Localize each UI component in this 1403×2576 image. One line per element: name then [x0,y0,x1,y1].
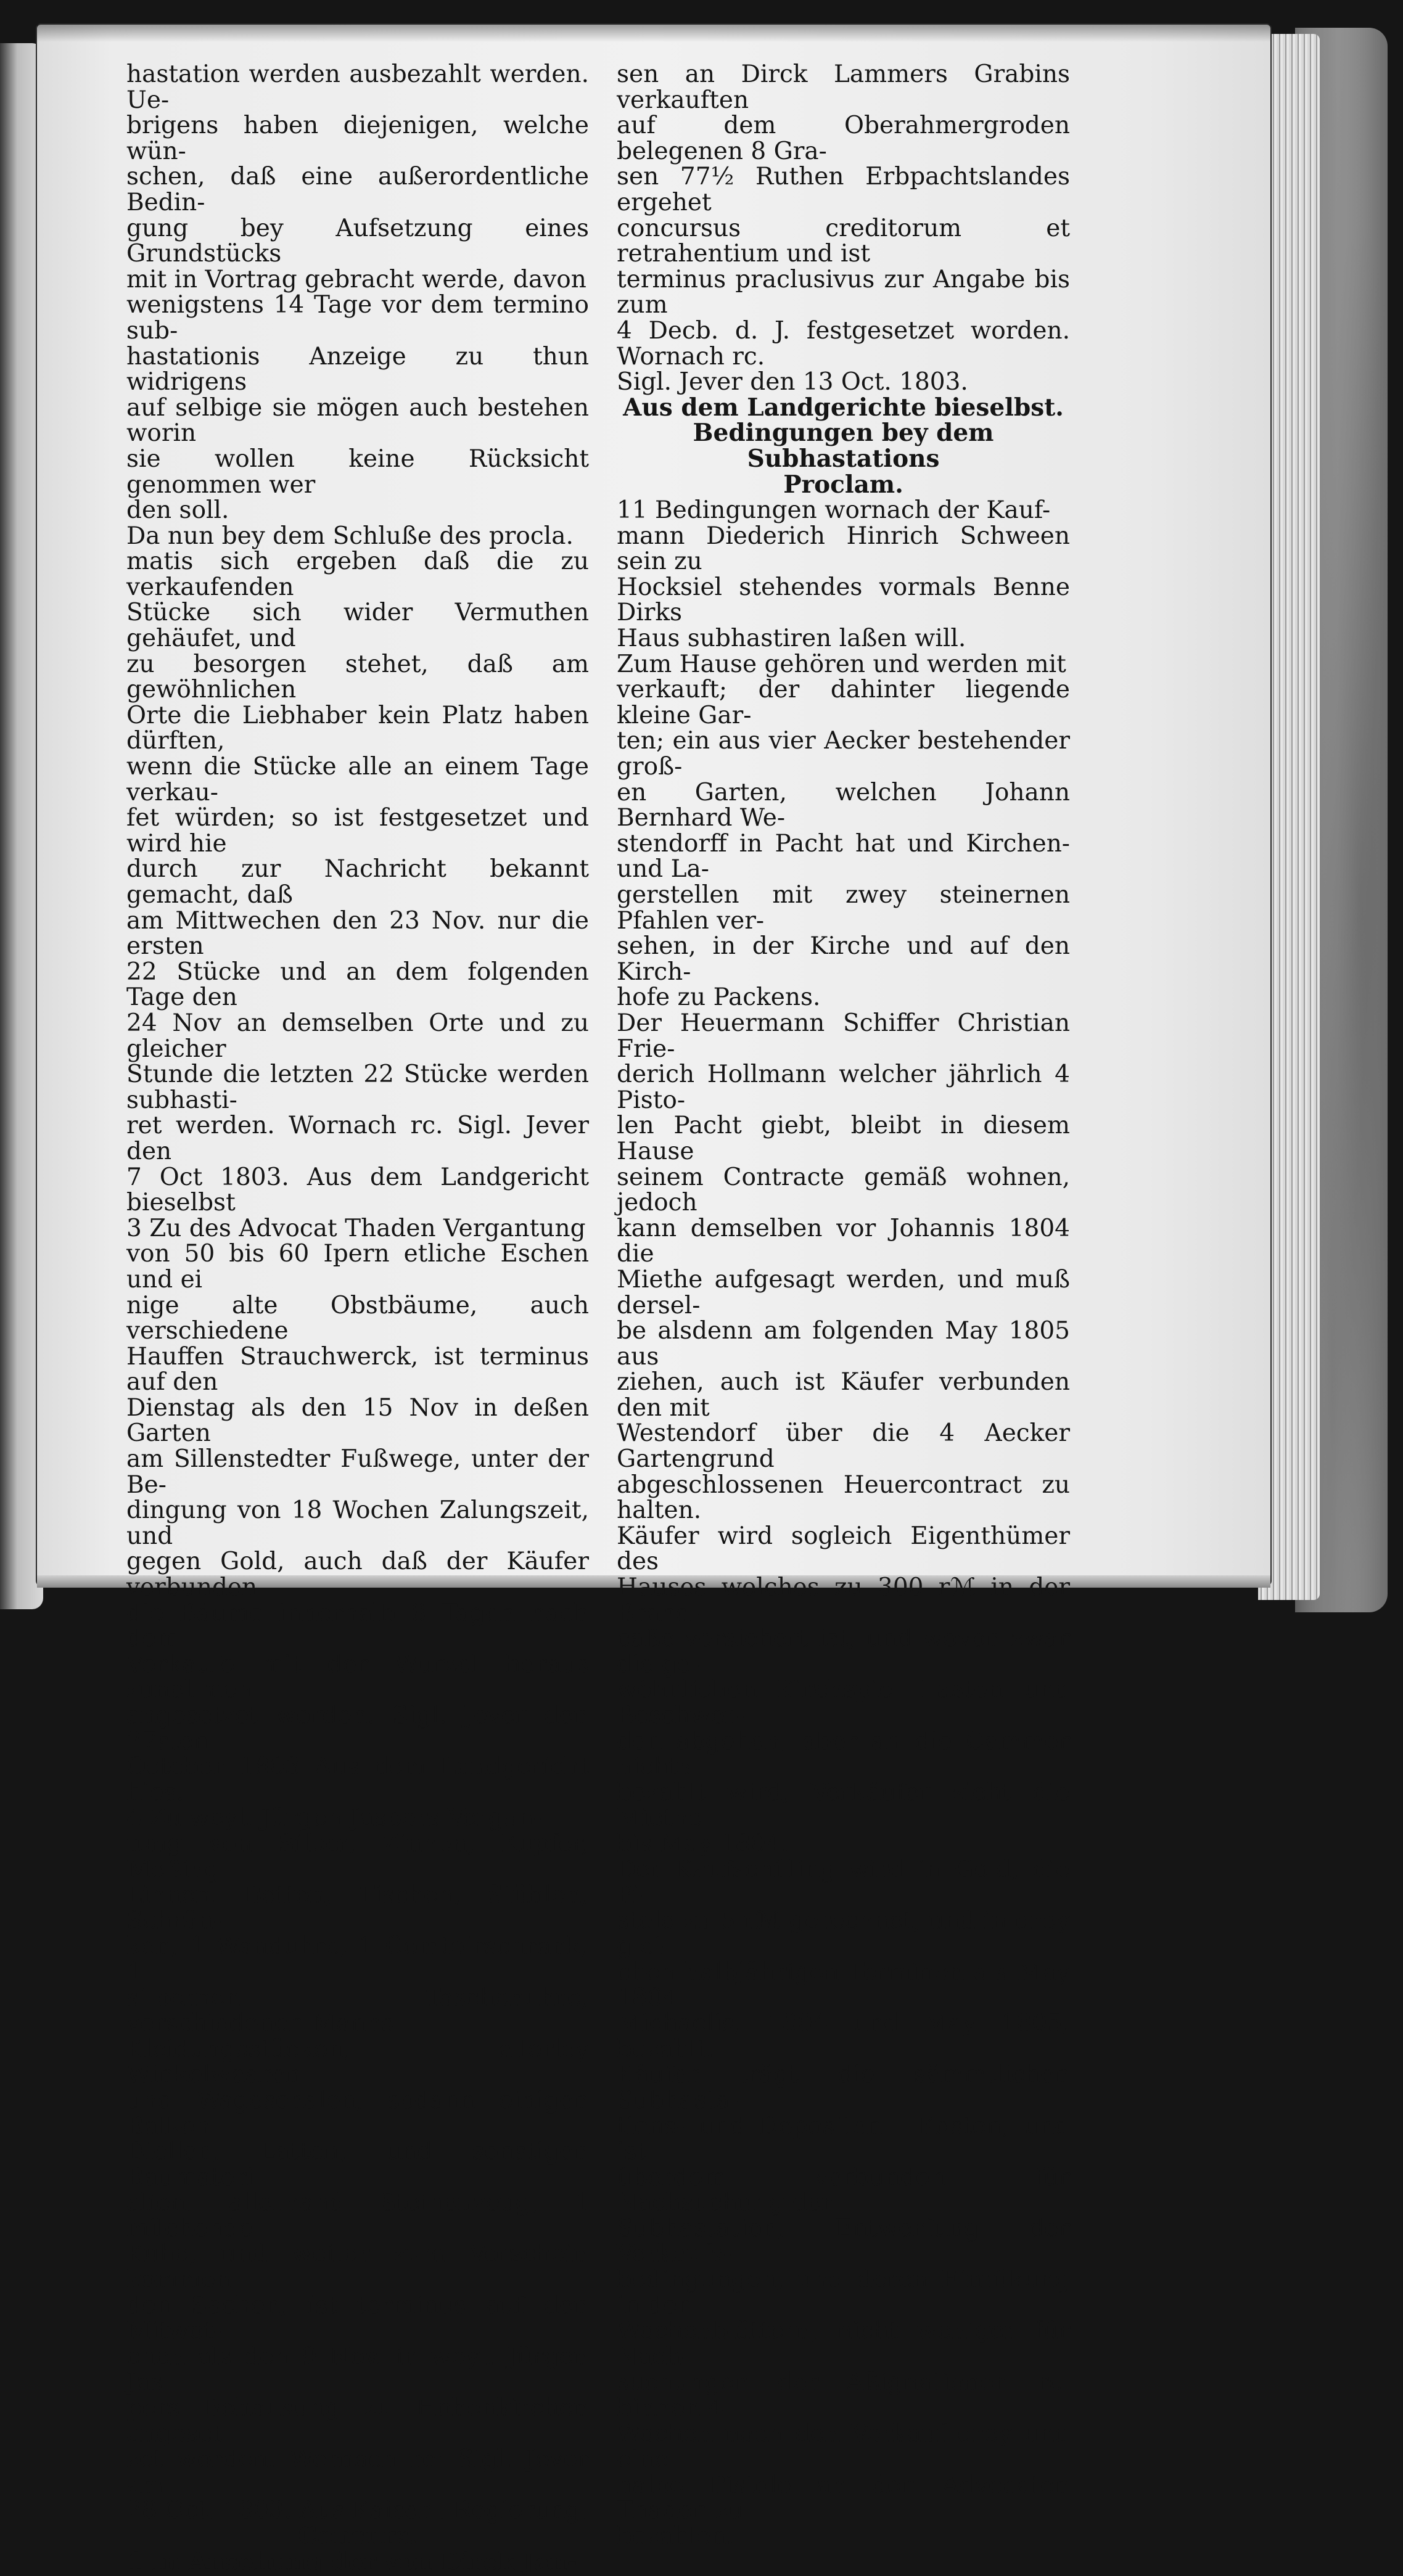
text-paragraph: Der Heuermann Schiffer Christian Frie- derich Hollmann welcher jährlich 4 Pisto- len Pacht giebt, bleibt in diesem Hause seinem Contracte gemäß wohnen, jedoch kann demselben vor Johannis 1804 die Miethe aufgesagt werden, und muß dersel- be alsdenn am folgenden May 1805 aus ziehen, auch ist Käufer verbunden den mit Westendorf über die 4 Aecker Gartengrund abgeschlossenen Heuercontract zu halten. [617,1009,1070,1525]
text-paragraph: hastation werden ausbezahlt werden. Ue- brigens haben diejenigen, welche wün- schen, daß eine außerordentliche Bedin- gung bey Aufsetzung eines Grundstücks mit in Vortrag gebracht werde, davon wenigstens 14 Tage vor dem termino sub- hastationis Anzeige zu thun widrigens auf selbige sie mögen auch bestehen worin sie wollen keine Rücksicht genommen wer den soll. [126,60,589,525]
text-paragraph: Käufer wird sogleich Eigenthümer des Hauses welches zu 300 rℳ in der Brand- caße versichert ist, und wovon zwar die ge- wöhnlichen Kirchspiel Lasten und Beschwer- den abgehen, aber an die Cammer nichts bezahlt wird, Verkäufer zieht die Miethe bis May 1804. [617,1522,1070,1858]
text-paragraph: Der Kaufschilling wird in Gold, die Pi- stole zu 5 rℳ gerechnet, und in drey glei- chen halbjährigen Terminen als May 1804 Michaelis, 1804 und May 1805, bezahlt. [617,1855,1070,2063]
text-paragraph: 1 In Ansehung der von Dirck Jan- [126,2547,577,2576]
right-text-column [617,62,1070,2549]
section-heading: Concurs. [298,2522,418,2550]
section-heading: Aus dem Landgerichte bieselbst. [623,393,1064,422]
paper-top-shadow [37,25,1270,42]
left-text-column [126,62,589,2575]
section-heading: Bedingungen bey dem Subhastations Proclam. [693,419,994,499]
text-paragraph: 11 Bedingungen wornach der Kauf- mann Diederich Hinrich Schween sein zu Hocksiel stehendes vormals Benne Dirks Haus subhastiren laßen will. [617,496,1070,653]
text-paragraph: sen an Dirck Lammers Grabins verkauften auf dem Oberahmergroden belegenen 8 Gra- sen 77½ Ruthen Erbpachtslandes ergehet concursus creditorum et retrahentium und ist terminus praclusivus zur Angabe bis zum 4 Decb. d. J. festgesetzet worden. Wornach rc. Sigl. Jever den 13 Oct. 1803. [617,60,1070,396]
text-paragraph: 4 Zu weyl. Jürgen Jaspers Vergan- tung von Silber, Zinnen, Kupfer, Meßing Linnen, Betten, Tischen, Stühlen, Schrän- ken, 1 Wanduhre, 1 Comtoirschrank, 1 silbernen Taschenuhre, verschiedenen Manns Kleidungsstücken, allerley Winkelwaaren und Wageschalen, sodann einigen Balken Diellen, Latten, und sonstigen Baumateri- alien, allerhand Steinenzeug, 1 milchende Kuhe, und weiter zum Vorschein kommen den Sachen, ist terminus auf den Mitwot- chen als den 9 Nov. in weyl. Jürgen Jas- pers Behausung zu Hohenkirchen angeset- zet worden. Wornach rc: Sigl. Jever am 28 Oct. 1803. Aus Kaiserl. Regierung. [126,1804,589,2525]
text-paragraph: Käufer trägt die sämmtlichen Subhasta- tions- und Depositen - Kosten, und ist überdem verbunden für Nachsuchung der Subhastation, Entwerfung der Verkaufs- bedingungen, und deren Einrükung in den Wochenblättern, nicht weniger für Nach- suchungen der Aßignationen rc. binnen 4 Wochen nach den Verkauf drey und eine halbe Pistole an den Advocaten Thaden zu bezahlen. [617,2061,1070,2550]
text-paragraph: 3 Zu des Advocat Thaden Vergantung von 50 bis 60 Ipern etliche Eschen und ei nige alte Obstbäume, auch verschiedene Hauffen Strauchwerck, ist terminus auf den Dienstag als den 15 Nov in deßen Garten am Sillenstedter Fußwege, unter der Be- dingung von 18 Wochen Zalungszeit, und gegen Gold, auch daß der Käufer verbunden die Bäume innerhalb 8 Tagen nach dem Verkaufe mit der Wurzel heraus zunehmen angesetzet worden. Sigl. Jever den 27sten October 1803 Aus dem Landgericht hies. [126,1214,589,1807]
text-paragraph: Zum Hause gehören und werden mit verkauft; der dahinter liegende kleine Gar- ten; ein aus vier Aecker bestehender groß- en Garten, welchen Johann Bernhard We- stendorff in Pacht hat und Kirchen- und La- gerstellen mit zwey steinernen Pfahlen ver- sehen, in der Kirche und auf den Kirch- hofe zu Packens. [617,650,1070,1012]
text-paragraph: Da nun bey dem Schluße des procla. matis sich ergeben daß die zu verkaufenden Stücke sich wider Vermuthen gehäufet, und zu besorgen stehet, daß am gewöhnlichen Orte die Liebhaber kein Platz haben dürften, wenn die Stücke alle an einem Tage verkau- fet würden; so ist festgesetzet und wird hie durch zur Nachricht bekannt gemacht, daß am Mittwechen den 23 Nov. nur die ersten 22 Stücke und an dem folgenden Tage den 24 Nov an demselben Orte und zu gleicher Stunde die letzten 22 Stücke werden subhasti- ret werden. Wornach rc. Sigl. Jever den 7 Oct 1803. Aus dem Landgericht bieselbst [126,522,589,1217]
